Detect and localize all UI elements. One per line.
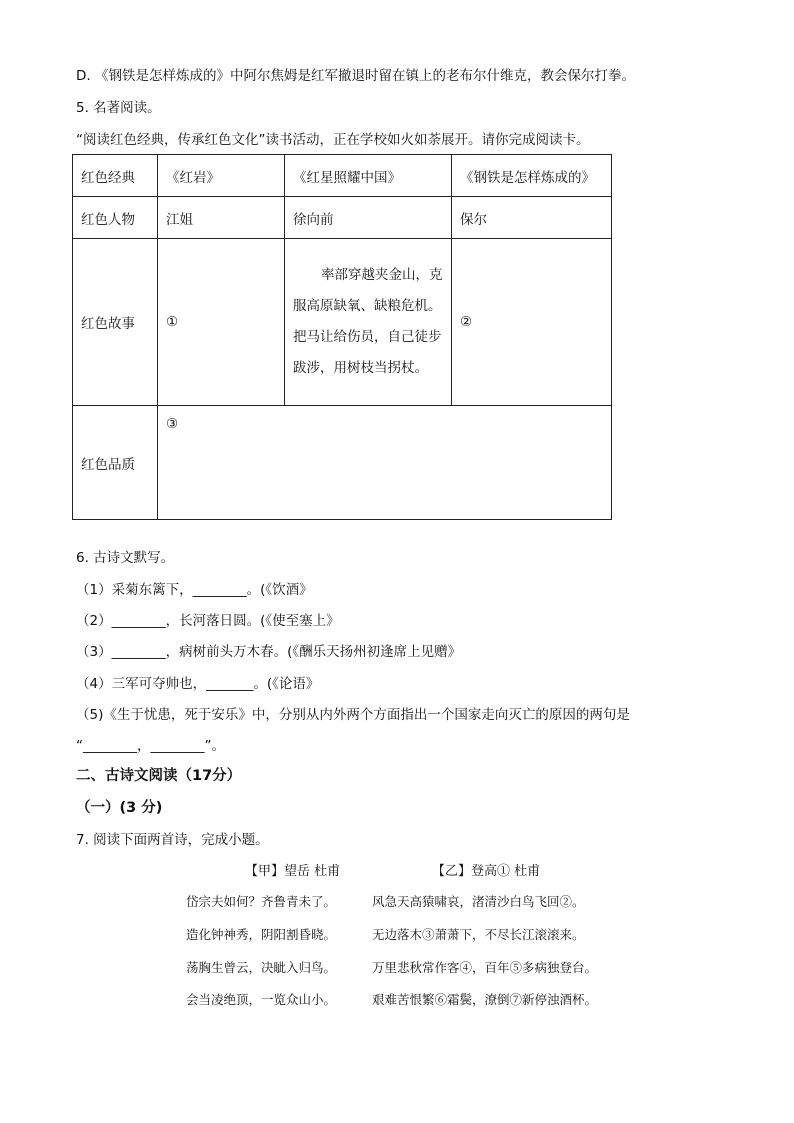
poem-jia-title: 【甲】望岳 杜甫 — [245, 864, 341, 879]
answer-blank-2: ② — [452, 239, 612, 406]
question-7-title: 7. 阅读下面两首诗，完成小题。 — [76, 832, 269, 848]
answer-blank-3: ③ — [158, 406, 612, 520]
poem-yi-line: 艰难苦恨繁⑥霜鬓，潦倒⑦新停浊酒杯。 — [372, 992, 598, 1007]
recite-item-1: （1）采菊东篱下，________。(《饮酒》 — [76, 582, 313, 598]
story-cell — [285, 239, 452, 406]
recite-item-4: （4）三军可夺帅也，_______。(《论语》 — [76, 676, 320, 692]
recite-item-5: （5)《生于忧患，死于安乐》中，分别从内外两个方面指出一个国家走向灭亡的原因的两句是 — [76, 707, 630, 723]
poem-yi-line: 无边落木③萧萧下，不尽长江滚滚来。 — [372, 927, 585, 942]
recite-item-2: （2）________，长河落日圆。(《使至塞上》 — [76, 613, 340, 629]
table-row — [73, 197, 612, 239]
table-cell: 江姐 — [158, 197, 285, 239]
question-5-title: 5. 名著阅读。 — [76, 100, 161, 116]
poem-jia-line: 造化钟神秀，阴阳割昏晓。 — [186, 927, 337, 942]
question-5-intro: “阅读红色经典，传承红色文化”读书活动，正在学校如火如荼展开。请你完成阅读卡。 — [76, 132, 590, 148]
table-cell: 红色人物 — [73, 197, 158, 239]
poem-yi-title: 【乙】登高① 杜甫 — [432, 864, 541, 879]
table-cell: 保尔 — [452, 197, 612, 239]
table-cell: 《红星照耀中国》 — [285, 155, 452, 197]
poem-yi-line: 风急天高猿啸哀，渚清沙白鸟飞回②。 — [372, 894, 585, 909]
recite-item-5-blanks: “________，________”。 — [76, 738, 225, 754]
poem-jia-line: 荡胸生曾云，决眦入归鸟。 — [186, 960, 337, 975]
reading-card-table — [72, 154, 612, 520]
section-2-sub: （一）(3 分) — [76, 800, 163, 816]
poem-jia-line: 岱宗夫如何？齐鲁青未了。 — [186, 894, 337, 909]
section-2-title: 二、古诗文阅读（17分） — [76, 768, 242, 784]
table-row — [73, 239, 612, 406]
answer-blank-1: ① — [158, 239, 285, 406]
story-text: 率部穿越夹金山，克服高原缺氧、缺粮危机。把马让给伤员，自己徒步跋涉，用树枝当拐杖。 — [293, 267, 443, 376]
option-d: D. 《钢铁是怎样炼成的》中阿尔焦姆是红军撤退时留在镇上的老布尔什维克，教会保尔打拳。 — [76, 68, 635, 84]
recite-item-3: （3）________，病树前头万木春。(《酬乐天扬州初逢席上见赠》 — [76, 644, 462, 660]
question-6-title: 6. 古诗文默写。 — [76, 550, 175, 566]
table-cell: 红色经典 — [73, 155, 158, 197]
poem-jia-line: 会当凌绝顶，一览众山小。 — [186, 992, 337, 1007]
table-cell: 《红岩》 — [158, 155, 285, 197]
table-row — [73, 155, 612, 197]
table-cell: 红色故事 — [73, 239, 158, 406]
table-cell: 徐向前 — [285, 197, 452, 239]
table-cell: 红色品质 — [73, 406, 158, 520]
poem-yi-line: 万里悲秋常作客④，百年⑤多病独登台。 — [372, 960, 598, 975]
table-row — [73, 406, 612, 520]
table-cell: 《钢铁是怎样炼成的》 — [452, 155, 612, 197]
